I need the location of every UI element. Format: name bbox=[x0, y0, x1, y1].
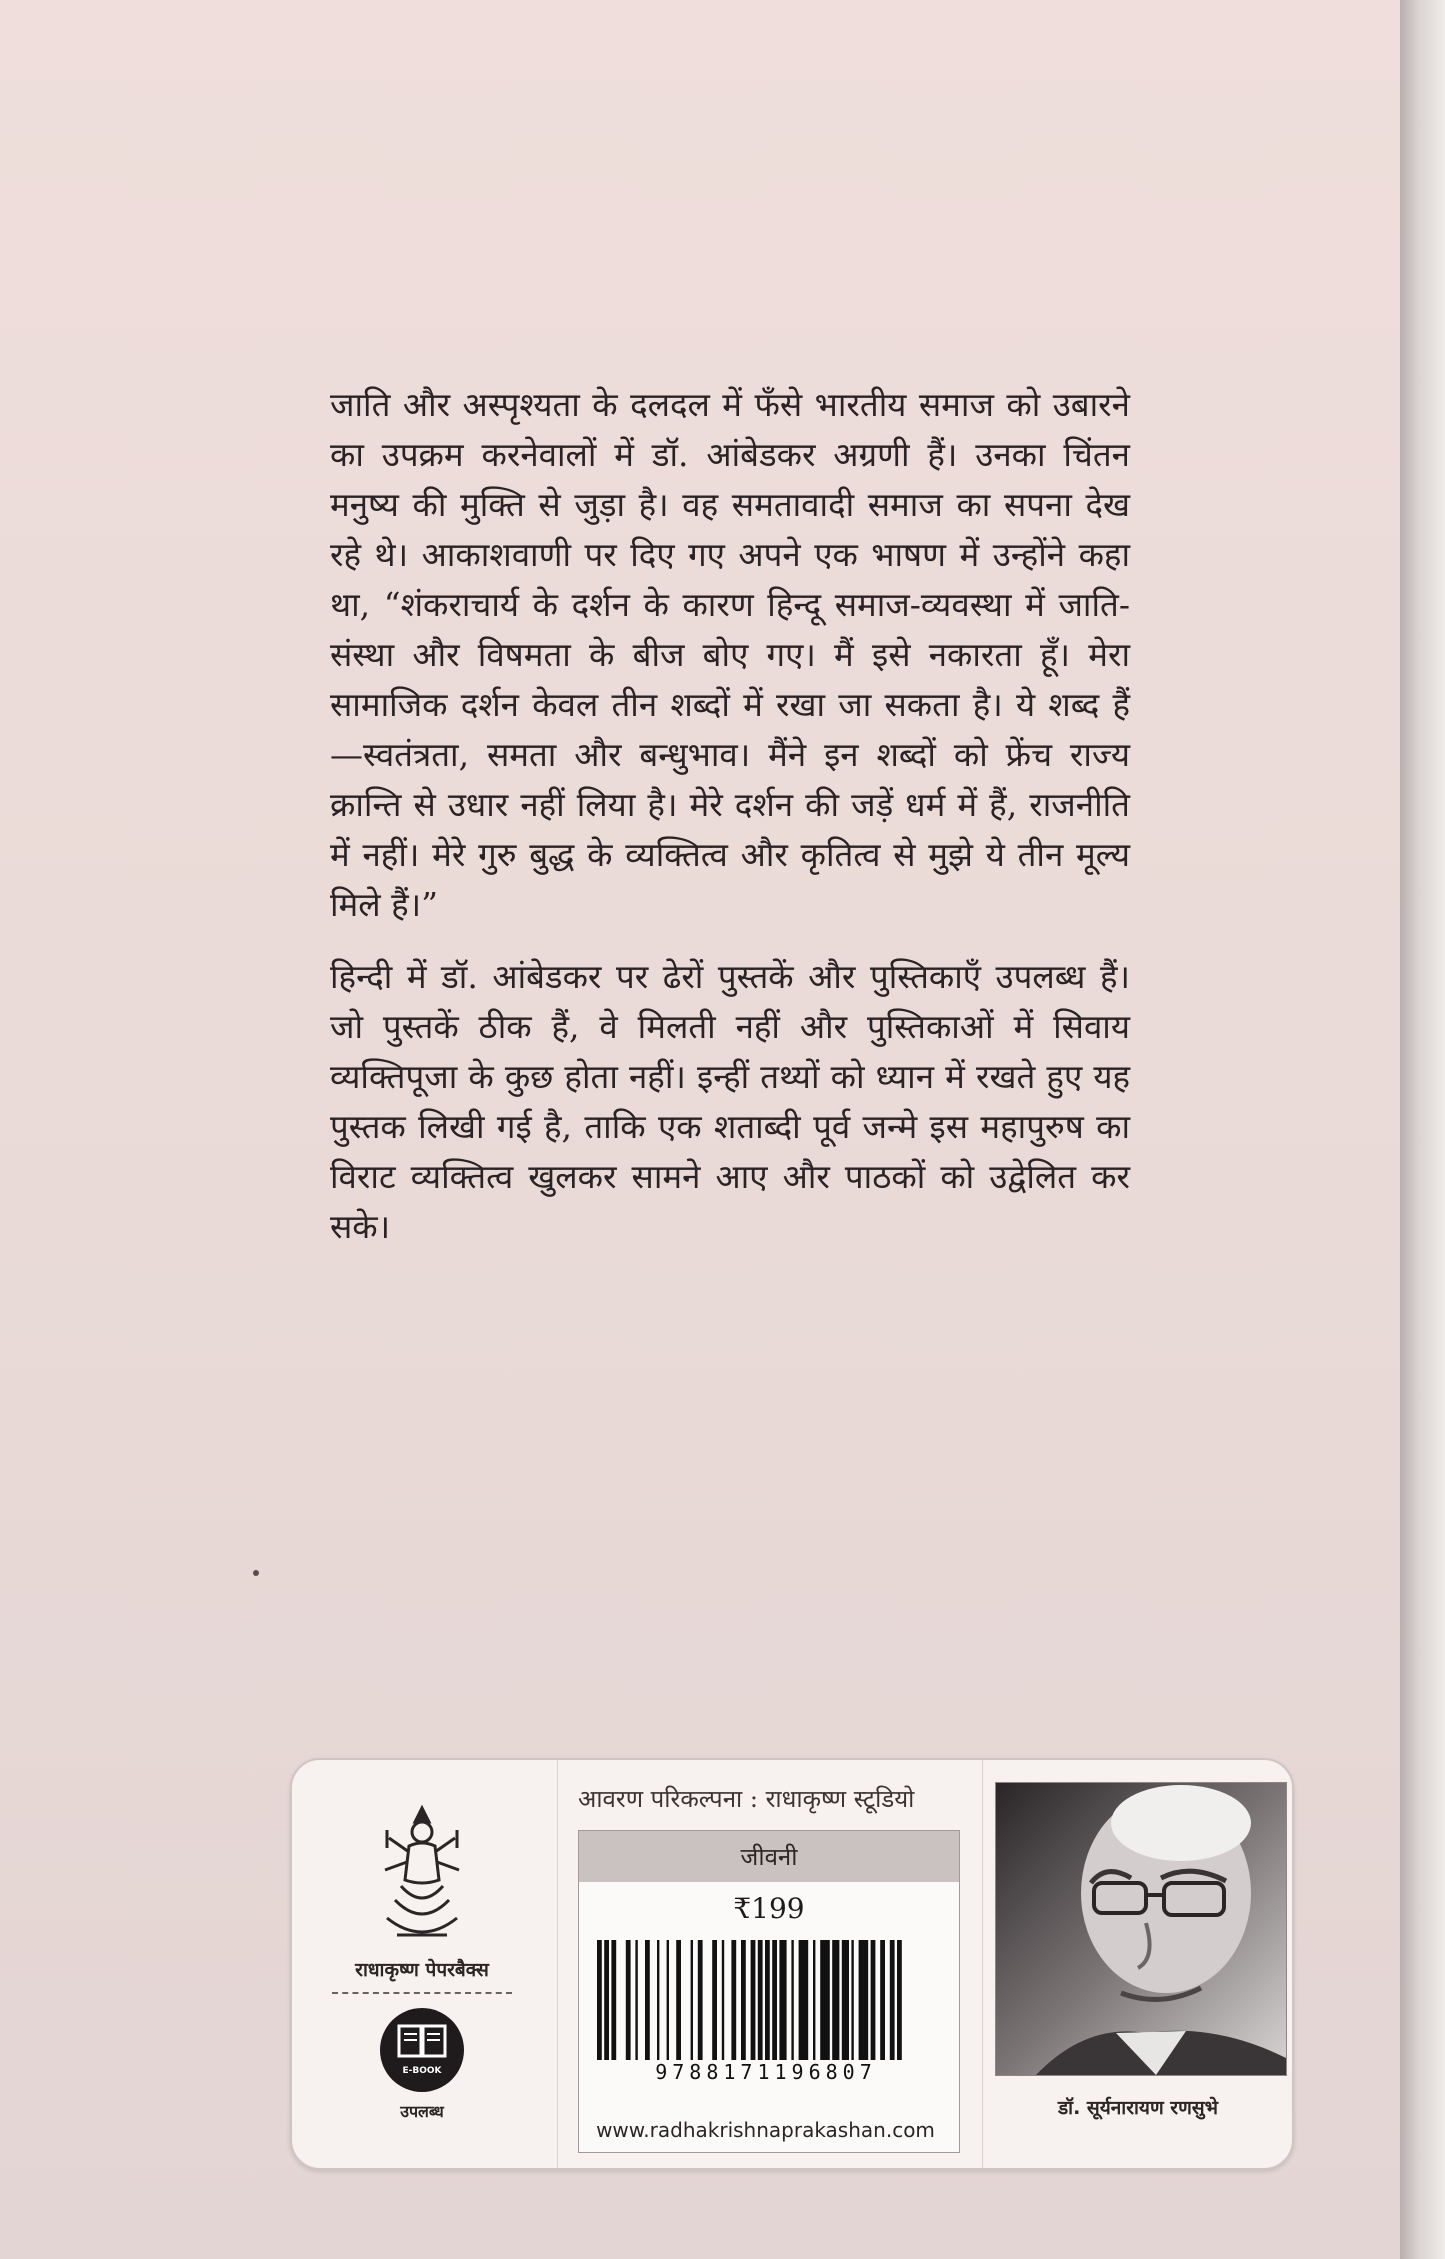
barcode-bar bbox=[880, 1940, 885, 2060]
barcode-bar bbox=[897, 1940, 902, 2060]
barcode-bar bbox=[820, 1940, 830, 2060]
author-name: डॉ. सूर्यनारायण रणसुभे bbox=[1057, 2097, 1219, 2119]
author-photo bbox=[995, 1782, 1287, 2076]
barcode-bar bbox=[731, 1940, 736, 2060]
author-column bbox=[982, 1760, 1293, 2168]
paper-speck bbox=[253, 1570, 259, 1576]
barcode-bar bbox=[712, 1940, 717, 2060]
barcode-bar bbox=[722, 1940, 724, 2060]
barcode-bar bbox=[842, 1940, 849, 2060]
barcode-bar bbox=[597, 1940, 602, 2060]
barcode-bar bbox=[604, 1940, 609, 2060]
deity-logo-icon bbox=[367, 1800, 477, 1950]
cover-design-credit: आवरण परिकल्पना : राधाकृष्ण स्टूडियो bbox=[578, 1785, 915, 1813]
book-spine-edge bbox=[1400, 0, 1445, 2259]
blurb-paragraph-1: जाति और अस्पृश्यता के दलदल में फँसे भारतीय समाज को उबारने का उपक्रम करनेवालों में डॉ. आंबेडकर अग्रणी हैं। उनका चिंतन मनुष्य की मुक्ति से जुड़ा है। वह समतावादी समाज का सपना देख रहे थे। आकाशवाणी पर दिए गए अपने एक भाषण में उन्होंने कहा था, “शंकराचार्य के दर्शन के कारण हिन्दू समाज-व्यवस्था में जाति-संस्था और विषमता के बीज बोए गए। मैं इसे नकारता हूँ। मेरा सामाजिक दर्शन केवल तीन शब्दों में रखा जा सकता है। ये शब्द हैं—स्वतंत्रता, समता और बन्धुभाव। मैंने इन शब्दों को फ्रेंच राज्य क्रान्ति से उधार नहीं लिया है। मेरे दर्शन की जड़ें धर्म में हैं, राजनीति में नहीं। मेरे गुरु बुद्ध के व्यक्तित्व और कृतित्व से मुझे ये तीन मूल्य मिले हैं।” bbox=[330, 385, 1130, 924]
publisher-logo-column bbox=[312, 1800, 532, 2130]
barcode-bar bbox=[871, 1940, 876, 2060]
blurb-paragraph-2: हिन्दी में डॉ. आंबेडकर पर ढेरों पुस्तकें और पुस्तिकाएँ उपलब्ध हैं। जो पुस्तकें ठीक हैं, वे मिलती नहीं और पुस्तिकाओं में सिवाय व्यक्तिपूजा के कुछ होता नहीं। इन्हीं तथ्यों को ध्यान में रखते हुए यह पुस्तक लिखी गई है, ताकि एक शताब्दी पूर्व जन्मे इस महापुरुष का विराट व्यक्तित्व खुलकर सामने आए और पाठकों को उद्वेलित कर सके। bbox=[330, 957, 1130, 1246]
ebook-label: E-BOOK bbox=[402, 2066, 442, 2076]
barcode-bar bbox=[772, 1940, 777, 2060]
barcode-bar bbox=[751, 1940, 756, 2060]
barcode-bar bbox=[645, 1940, 650, 2060]
barcode-bar bbox=[813, 1940, 815, 2060]
barcode-bar bbox=[691, 1940, 693, 2060]
price-barcode-box bbox=[578, 1882, 960, 2153]
ebook-badge bbox=[380, 2008, 464, 2092]
barcode-bar bbox=[832, 1940, 839, 2060]
barcode-bar bbox=[741, 1940, 746, 2060]
barcode-bar bbox=[890, 1940, 895, 2060]
barcode-bar bbox=[779, 1940, 786, 2060]
barcode-bar bbox=[799, 1940, 809, 2060]
barcode-bar bbox=[698, 1940, 703, 2060]
ebook-available: उपलब्ध bbox=[400, 2102, 444, 2121]
barcode-bar bbox=[758, 1940, 763, 2060]
publisher-brand: राधाकृष्ण पेपरबैक्स bbox=[355, 1959, 489, 1981]
book-icon bbox=[397, 2022, 447, 2062]
barcode-bar bbox=[851, 1940, 853, 2060]
author-portrait-image bbox=[996, 1783, 1286, 2075]
barcode-bar bbox=[765, 1940, 770, 2060]
genre-label: जीवनी bbox=[578, 1830, 960, 1884]
barcode-bar bbox=[859, 1940, 869, 2060]
dashed-divider bbox=[332, 1992, 512, 1994]
info-panel bbox=[290, 1758, 1294, 2170]
barcode-bar bbox=[611, 1940, 616, 2060]
publisher-website: www.radhakrishnaprakashan.com bbox=[596, 2118, 935, 2142]
price-column bbox=[557, 1760, 973, 2168]
blurb-text bbox=[330, 380, 1130, 1274]
isbn-barcode bbox=[591, 1940, 941, 2060]
barcode-bar bbox=[791, 1940, 793, 2060]
barcode-bar bbox=[635, 1940, 637, 2060]
barcode-bar bbox=[667, 1940, 669, 2060]
barcode-bar bbox=[626, 1940, 631, 2060]
barcode-bar bbox=[657, 1940, 659, 2060]
barcode-bar bbox=[676, 1940, 681, 2060]
price: ₹199 bbox=[733, 1892, 805, 1925]
isbn-number: 9788171196807 bbox=[655, 2060, 877, 2084]
